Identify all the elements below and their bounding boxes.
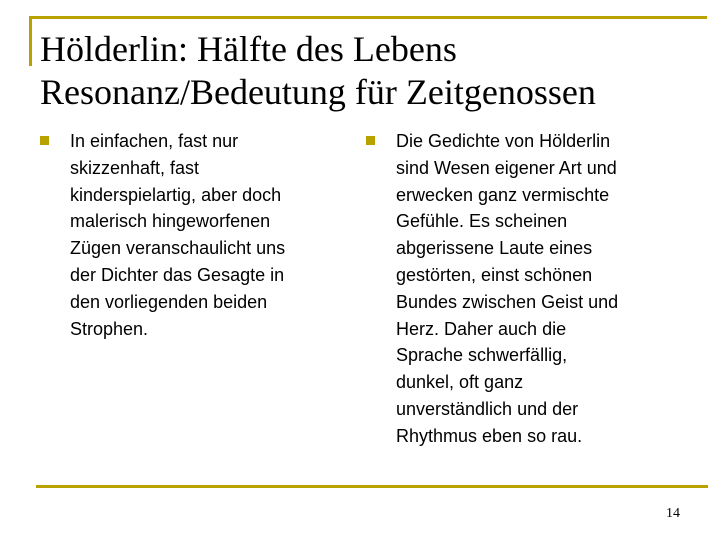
text-line: Gefühle. Es scheinen xyxy=(396,211,568,232)
page-number: 14 xyxy=(666,506,680,521)
text-line: kinderspielartig, aber doch xyxy=(70,184,282,205)
right-bullet-text xyxy=(366,128,686,450)
right-bullet-column xyxy=(366,128,686,450)
text-line: sind Wesen eigener Art und xyxy=(396,157,617,178)
square-bullet-icon xyxy=(366,136,375,145)
left-bullet-column xyxy=(40,128,340,342)
text-line: Sprache schwerfällig, xyxy=(396,345,568,366)
text-line: erwecken ganz vermischte xyxy=(396,184,610,205)
title-line-2: Resonanz/Bedeutung für Zeitgenossen xyxy=(40,72,596,112)
title-line-1: Hölderlin: Hälfte des Lebens xyxy=(40,29,457,69)
text-line: der Dichter das Gesagte in xyxy=(70,264,285,285)
bottom-accent-rule xyxy=(36,485,708,488)
text-line: unverständlich und der xyxy=(396,398,579,419)
text-line: skizzenhaft, fast xyxy=(70,157,200,178)
slide-title xyxy=(40,28,700,114)
text-line: dunkel, oft ganz xyxy=(396,372,524,393)
square-bullet-icon xyxy=(40,136,49,145)
text-line: Strophen. xyxy=(70,318,149,339)
text-line: abgerissene Laute eines xyxy=(396,238,593,259)
text-line: gestörten, einst schönen xyxy=(396,264,593,285)
text-line: malerisch hingeworfenen xyxy=(70,211,271,232)
text-line: Herz. Daher auch die xyxy=(396,318,567,339)
text-line: In einfachen, fast nur xyxy=(70,131,239,151)
left-bullet-text xyxy=(40,128,340,342)
text-line: Bundes zwischen Geist und xyxy=(396,291,619,312)
left-accent-rule xyxy=(29,16,32,66)
top-accent-rule xyxy=(29,16,707,19)
text-line: Zügen veranschaulicht uns xyxy=(70,238,286,259)
text-line: Rhythmus eben so rau. xyxy=(396,425,583,446)
text-line: Die Gedichte von Hölderlin xyxy=(396,131,611,151)
text-line: den vorliegenden beiden xyxy=(70,291,268,312)
